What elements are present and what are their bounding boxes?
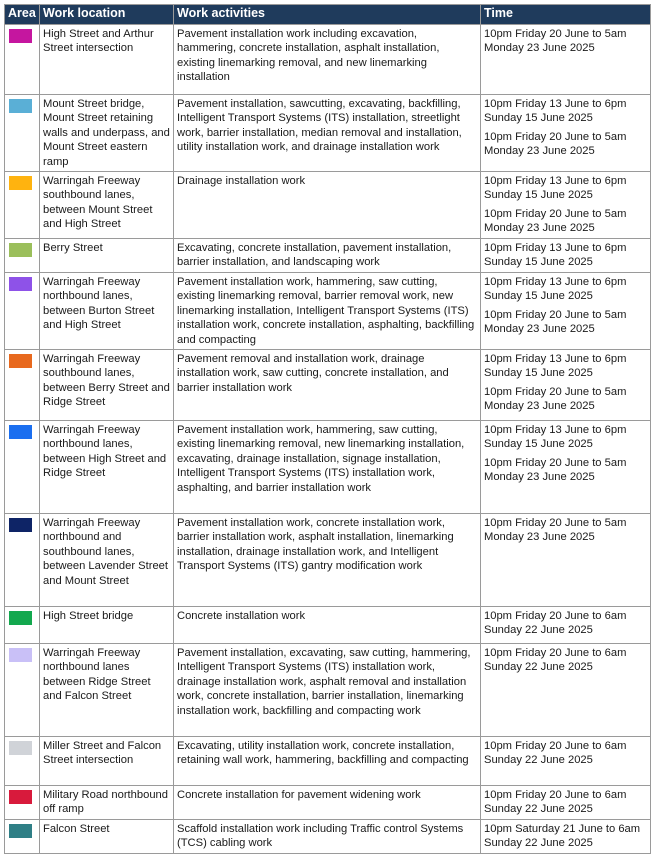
area-cell — [5, 514, 40, 607]
work-activities-cell: Concrete installation work — [174, 607, 481, 644]
work-location-cell: Warringah Freeway southbound lanes, between Mount Street and High Street — [40, 172, 174, 239]
area-color-swatch — [9, 176, 32, 190]
time-cell — [481, 95, 651, 172]
work-activities-cell: Concrete installation for pavement widening work — [174, 786, 481, 820]
table-row — [5, 820, 651, 854]
time-entry: 10pm Friday 20 June to 6am Sunday 22 June 2025 — [484, 610, 627, 637]
time-cell — [481, 644, 651, 737]
area-color-swatch — [9, 741, 32, 755]
time-entry: 10pm Friday 13 June to 6pm Sunday 15 June 2025 — [484, 353, 627, 380]
work-location-cell: Warringah Freeway northbound and southbound lanes, between Lavender Street and Mount Street — [40, 514, 174, 607]
area-cell — [5, 273, 40, 350]
time-entry: 10pm Friday 20 June to 5am Monday 23 June 2025 — [484, 385, 627, 413]
time-cell — [481, 737, 651, 786]
work-activities-cell: Excavating, concrete installation, pavement installation, barrier installation, and landscaping work — [174, 239, 481, 273]
time-cell — [481, 273, 651, 350]
header-work-activities: Work activities — [174, 5, 481, 25]
area-cell — [5, 172, 40, 239]
time-entry: 10pm Friday 20 June to 5am Monday 23 June 2025 — [484, 207, 627, 235]
time-entry: 10pm Friday 20 June to 5am Monday 23 June 2025 — [484, 456, 627, 484]
work-activities-cell: Pavement installation work, concrete installation work, barrier installation work, asphalt installation, linemarking installation, drainage installation work, and Intelligent Transport Systems (ITS) gantry modification work — [174, 514, 481, 607]
work-location-cell: Warringah Freeway northbound lanes, between High Street and Ridge Street — [40, 421, 174, 514]
work-activities-cell: Pavement installation, sawcutting, excavating, backfilling, Intelligent Transport Systems (ITS) installation, streetlight work, barrier installation, median removal and installation, utility installation work, and drainage installation work — [174, 95, 481, 172]
time-cell — [481, 239, 651, 273]
area-cell — [5, 786, 40, 820]
time-cell — [481, 786, 651, 820]
work-activities-cell: Pavement installation work, hammering, saw cutting, existing linemarking removal, new linemarking installation, excavating, drainage installation, signage installation, Intelligent Transport Systems (ITS) installation work, asphalting, and barrier installation work — [174, 421, 481, 514]
time-entry: 10pm Friday 13 June to 6pm Sunday 15 June 2025 — [484, 98, 627, 125]
work-location-cell: Military Road northbound off ramp — [40, 786, 174, 820]
area-cell — [5, 607, 40, 644]
area-cell — [5, 95, 40, 172]
header-area: Area — [5, 5, 40, 25]
table-row — [5, 607, 651, 644]
work-location-cell: Falcon Street — [40, 820, 174, 854]
time-cell — [481, 820, 651, 854]
work-activities-cell: Pavement removal and installation work, drainage installation work, saw cutting, concrete installation, and barrier installation work — [174, 350, 481, 421]
work-location-cell: Warringah Freeway northbound lanes between Ridge Street and Falcon Street — [40, 644, 174, 737]
time-entry: 10pm Saturday 21 June to 6am Sunday 22 June 2025 — [484, 823, 641, 850]
work-activities-cell: Excavating, utility installation work, concrete installation, retaining wall work, hammering, backfilling and compacting — [174, 737, 481, 786]
area-color-swatch — [9, 790, 32, 804]
area-color-swatch — [9, 824, 32, 838]
time-entry: 10pm Friday 20 June to 6am Sunday 22 June 2025 — [484, 647, 627, 674]
area-color-swatch — [9, 648, 32, 662]
time-entry: 10pm Friday 20 June to 6am Sunday 22 June 2025 — [484, 740, 627, 767]
work-activities-cell: Pavement installation, excavating, saw cutting, hammering, Intelligent Transport Systems (ITS) installation work, drainage installation work, asphalt removal and installation work, concrete installation, barrier installation, linemarking installation work, backfilling and compacting work — [174, 644, 481, 737]
area-color-swatch — [9, 29, 32, 43]
area-cell — [5, 820, 40, 854]
area-cell — [5, 239, 40, 273]
work-activities-cell: Scaffold installation work including Traffic control Systems (TCS) cabling work — [174, 820, 481, 854]
time-entry: 10pm Friday 13 June to 6pm Sunday 15 June 2025 — [484, 276, 627, 303]
header-work-location: Work location — [40, 5, 174, 25]
work-location-cell: Warringah Freeway southbound lanes, between Berry Street and Ridge Street — [40, 350, 174, 421]
work-activities-cell: Pavement installation work, hammering, saw cutting, existing linemarking removal, barrier removal work, new linemarking installation, Intelligent Transport Systems (ITS) installation work, concrete installation, asphalting, backfilling and compacting — [174, 273, 481, 350]
table-row — [5, 273, 651, 350]
table-header-row — [5, 5, 651, 25]
area-color-swatch — [9, 277, 32, 291]
area-color-swatch — [9, 354, 32, 368]
table-row — [5, 239, 651, 273]
table-row — [5, 737, 651, 786]
header-time: Time — [481, 5, 651, 25]
table-row — [5, 786, 651, 820]
work-schedule-table — [4, 4, 651, 854]
table-row — [5, 172, 651, 239]
time-cell — [481, 421, 651, 514]
area-color-swatch — [9, 611, 32, 625]
time-entry: 10pm Friday 13 June to 6pm Sunday 15 June 2025 — [484, 424, 627, 451]
time-entry: 10pm Friday 20 June to 5am Monday 23 June 2025 — [484, 517, 627, 544]
work-location-cell: Miller Street and Falcon Street intersection — [40, 737, 174, 786]
time-entry: 10pm Friday 20 June to 5am Monday 23 June 2025 — [484, 308, 627, 336]
time-cell — [481, 172, 651, 239]
area-color-swatch — [9, 99, 32, 113]
area-color-swatch — [9, 518, 32, 532]
work-location-cell: Berry Street — [40, 239, 174, 273]
area-color-swatch — [9, 243, 32, 257]
table-row — [5, 644, 651, 737]
table-row — [5, 514, 651, 607]
work-location-cell: Warringah Freeway northbound lanes, between Burton Street and High Street — [40, 273, 174, 350]
work-location-cell: Mount Street bridge, Mount Street retaining walls and underpass, and Mount Street eastern ramp — [40, 95, 174, 172]
area-cell — [5, 737, 40, 786]
time-cell — [481, 607, 651, 644]
time-cell — [481, 25, 651, 95]
area-color-swatch — [9, 425, 32, 439]
work-location-cell: High Street bridge — [40, 607, 174, 644]
table-row — [5, 421, 651, 514]
work-activities-cell: Pavement installation work including excavation, hammering, concrete installation, asphalt installation, existing linemarking removal, and new linemarking installation — [174, 25, 481, 95]
time-entry: 10pm Friday 13 June to 6pm Sunday 15 June 2025 — [484, 175, 627, 202]
table-row — [5, 350, 651, 421]
time-cell — [481, 350, 651, 421]
area-cell — [5, 644, 40, 737]
time-entry: 10pm Friday 13 June to 6pm Sunday 15 June 2025 — [484, 242, 627, 269]
area-cell — [5, 25, 40, 95]
table-row — [5, 95, 651, 172]
work-location-cell: High Street and Arthur Street intersection — [40, 25, 174, 95]
work-activities-cell: Drainage installation work — [174, 172, 481, 239]
table-row — [5, 25, 651, 95]
time-entry: 10pm Friday 20 June to 6am Sunday 22 June 2025 — [484, 789, 627, 816]
area-cell — [5, 421, 40, 514]
time-cell — [481, 514, 651, 607]
table-body — [5, 25, 651, 854]
time-entry: 10pm Friday 20 June to 5am Monday 23 June 2025 — [484, 28, 627, 55]
area-cell — [5, 350, 40, 421]
time-entry: 10pm Friday 20 June to 5am Monday 23 June 2025 — [484, 130, 627, 158]
